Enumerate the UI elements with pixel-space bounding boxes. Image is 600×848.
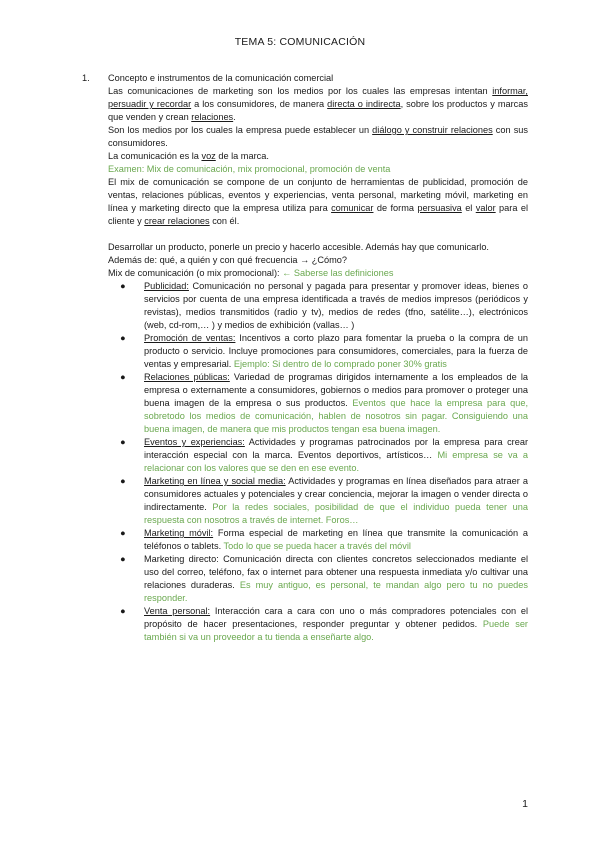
list-item: ● Marketing en línea y social media: Actividades y programas en línea diseñados para atraer a consumidores actuales y potenciales y crear conciencia, mejorar la imagen o vender directa o indirectamente. Por la redes sociales, posibilidad de que el individuo pueda tener una respuesta con nosotros a través de internet. Foros… — [120, 476, 529, 525]
bullet-icon: ● — [120, 333, 126, 343]
intro-paragraph-3: La comunicación es la voz de la marca. — [108, 151, 269, 161]
bullet-icon: ● — [120, 606, 126, 616]
bullet-icon: ● — [120, 528, 126, 538]
section-number: 1. — [82, 73, 90, 83]
bullet-icon: ● — [120, 554, 126, 564]
intro-paragraph-1: Las comunicaciones de marketing son los medios por los cuales las empresas intentan informar, persuadir y recordar a los consumidores, de manera directa o indirecta, sobre los productos y marcas que venden y crean relaciones. — [108, 86, 528, 122]
bullet-icon: ● — [120, 437, 126, 447]
list-item: ● Eventos y experiencias: Actividades y programas patrocinados por la empresa para crear interacción especial con la marca. Eventos deportivos, artísticos… Mi empresa se va a relacionar con los valores que se den en ese evento. — [120, 437, 529, 473]
intro-paragraph-5: Desarrollar un producto, ponerle un precio y hacerlo accesible. Además hay que comunicarlo. — [108, 242, 489, 252]
page-title: TEMA 5: COMUNICACIÓN — [234, 36, 366, 48]
list-item: ● Publicidad: Comunicación no personal y pagada para presentar y promover ideas, bienes o servicios por cuenta de una empresa identificada a través de medios impresos (periódicos y revistas), medios transmitidos (radio y tv), medios de redes (tfno, satélite…), electrónicos (web, cd-rom,… ) y medios de exhibición (vallas… ) — [120, 281, 528, 330]
bullet-icon: ● — [120, 476, 126, 486]
bullet-icon: ● — [120, 372, 126, 382]
list-item: ● Venta personal: Interacción cara a cara con uno o más compradores potenciales con el propósito de hacer presentaciones, responder preguntar y obtener pedidos. Puede ser también si va un proveedor a tu tienda a enseñarte algo. — [120, 606, 528, 642]
section-heading: Concepto e instrumentos de la comunicación comercial — [108, 73, 334, 83]
intro-paragraph-7: Mix de comunicación (o mix promocional): ← Saberse las definiciones — [108, 268, 394, 278]
list-item: ● Marketing móvil: Forma especial de marketing en línea que transmite la comunicación a teléfonos o tablets. Todo lo que se pueda hacer a través del móvil — [120, 528, 529, 551]
intro-paragraph-2: Son los medios por los cuales la empresa puede establecer un diálogo y construir relaciones con sus consumidores. — [108, 125, 528, 148]
exam-note: Examen: Mix de comunicación, mix promocional, promoción de venta — [108, 164, 391, 174]
paragraph-spacer — [108, 228, 528, 241]
intro-paragraph-6: Además de: qué, a quién y con qué frecuencia → ¿Cómo? — [108, 255, 348, 265]
list-item: ● Promoción de ventas: Incentivos a corto plazo para fomentar la prueba o la compra de un producto o servicio. Incluye promociones para consumidores, comerciales, para la fuerza de ventas y empresarial. Ejemplo: Si dentro de lo comprado poner 30% gratis — [120, 333, 528, 369]
list-item: ● Relaciones públicas: Variedad de programas dirigidos internamente a los empleados de la empresa o externamente a consumidores, gobiernos o medios para promover o proteger una buena imagen de la empresa o sus productos. Eventos que hace la empresa para que, sobretodo los medios de comunicación, hablen de nosotros sin pagar. Consiguiendo una buena imagen, de manera que mis productos tengan esa buena imagen. — [120, 372, 528, 434]
list-item: ● Marketing directo: Comunicación directa con clientes concretos seleccionados mediante el uso del correo, teléfono, fax o internet para obtener una respuesta inmediata y/o cultivar una relaciones duraderas. Es muy antiguo, es personal, te mandan algo pero tu no puedes responder. — [120, 554, 528, 603]
page-number: 1 — [522, 798, 528, 810]
communication-mix-list — [108, 280, 528, 644]
intro-paragraph-4: El mix de comunicación se compone de un conjunto de herramientas de publicidad, promoción de ventas, relaciones públicas, eventos y experiencias, venta personal, marketing móvil, marketing en línea y marketing directo que la empresa utiliza para comunicar de forma persuasiva el valor para el cliente y crear relaciones con él. — [108, 177, 528, 226]
content-body — [82, 72, 529, 644]
bullet-icon: ● — [120, 281, 126, 291]
